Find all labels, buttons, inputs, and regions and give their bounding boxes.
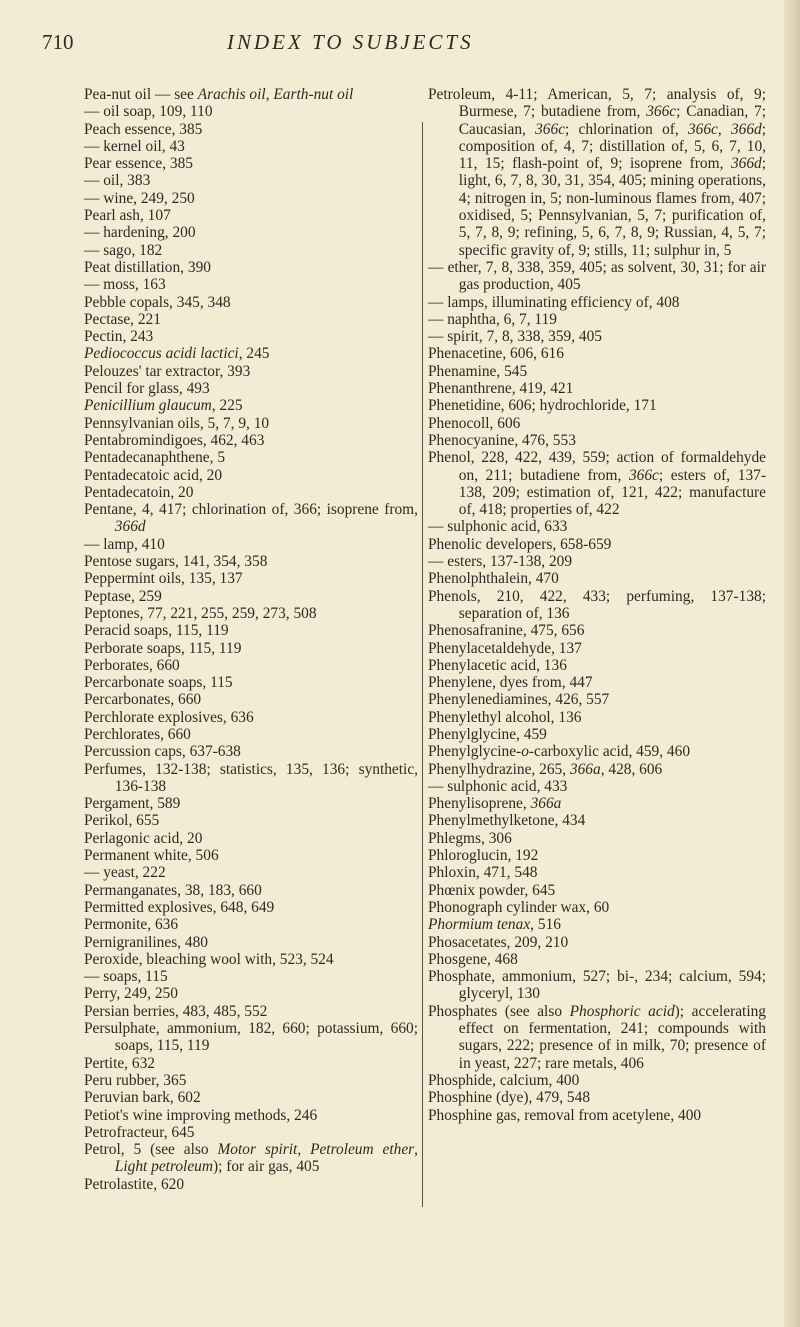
- index-entry-italic-text: 366d: [730, 155, 762, 173]
- index-entry: [428, 1003, 766, 1072]
- index-entry-text: — esters, 137-138, 209: [428, 553, 573, 571]
- index-entry-text: — naphtha, 6, 7, 119: [428, 310, 557, 328]
- index-entry-italic-text: 366c: [535, 120, 566, 138]
- index-entry-italic-text: Penicillium glaucum: [84, 397, 212, 415]
- index-entry-text: Phenylisoprene,: [428, 795, 531, 813]
- index-entry: [428, 1089, 766, 1106]
- index-entry: [84, 536, 418, 553]
- index-entry-text: Pennsylvanian oils, 5, 7, 9, 10: [84, 414, 270, 432]
- index-entry-text: Permanent white, 506: [84, 847, 219, 865]
- index-entry-text: — moss, 163: [84, 276, 166, 294]
- index-entry: [84, 622, 418, 639]
- index-entry-text: — sago, 182: [84, 241, 163, 259]
- index-entry-text: Perlagonic acid, 20: [84, 829, 203, 847]
- index-entry-text: Phosgene, 468: [428, 950, 518, 968]
- index-entry-text: Pentabromindigoes, 462, 463: [84, 431, 265, 449]
- index-entry-text: — kernel oil, 43: [84, 137, 185, 155]
- index-entry: [428, 294, 766, 311]
- index-entry-text: Phosphide, calcium, 400: [428, 1071, 580, 1089]
- index-entry-text: Percarbonates, 660: [84, 691, 202, 709]
- index-entry-text: Pentadecanaphthene, 5: [84, 449, 226, 467]
- index-entry-text: Phenylacetic acid, 136: [428, 656, 567, 674]
- running-head: INDEX TO SUBJECTS: [227, 30, 474, 54]
- index-entry-text: Petrol, 5 (see also: [84, 1141, 218, 1159]
- index-entry-text: , 245: [238, 345, 270, 363]
- index-entry-text: Phœnix powder, 645: [428, 881, 556, 899]
- index-entry-text: -carboxylic acid, 459, 460: [528, 743, 691, 761]
- index-entry-text: Peat distillation, 390: [84, 258, 211, 276]
- index-entry-text: Pentadecatoin, 20: [84, 483, 194, 501]
- index-entry: [428, 622, 766, 639]
- index-entry: [84, 916, 418, 933]
- index-entry-italic-text: 366a: [530, 795, 562, 813]
- index-entry: [84, 570, 418, 587]
- index-entry: [84, 882, 418, 899]
- index-entry: [84, 415, 418, 432]
- index-entry-text: Phenylglycine-: [428, 743, 522, 761]
- index-entry-text: Petiot's wine improving methods, 246: [84, 1106, 318, 1124]
- index-entry-text: — wine, 249, 250: [84, 189, 195, 207]
- index-entry-text: Phenetidine, 606; hydrochloride, 171: [428, 397, 657, 415]
- index-entry-text: Phenylglycine, 459: [428, 725, 547, 743]
- index-entry-text: Pelouzes' tar extractor, 393: [84, 362, 251, 380]
- index-entry: [84, 864, 418, 881]
- index-entry-text: Phenolphthalein, 470: [428, 570, 559, 588]
- index-entry-text: Peppermint oils, 135, 137: [84, 570, 243, 588]
- index-entry: [428, 709, 766, 726]
- index-entry: [84, 294, 418, 311]
- index-entry-text: Phenocoll, 606: [428, 414, 521, 432]
- index-entry: [84, 934, 418, 951]
- index-entry-text: Peracid soaps, 115, 119: [84, 622, 229, 640]
- index-entry-text: Phenylacetaldehyde, 137: [428, 639, 582, 657]
- index-entry-text: ; esters of, 137-138, 209; estimation of, 121, 422; manufacture of, 418; properties of, 422: [458, 466, 766, 519]
- index-entry: [84, 951, 418, 968]
- index-entry: [84, 172, 418, 189]
- index-entry-text: ; Canadian, 7; Caucasian,: [458, 103, 766, 138]
- index-entry: [84, 224, 418, 241]
- index-entry: [428, 882, 766, 899]
- index-entry-text: Perchlorates, 660: [84, 725, 191, 743]
- index-entry-italic-text: Pediococcus acidi lactici: [84, 345, 239, 363]
- index-entry-text: Phonograph cylinder wax, 60: [428, 898, 610, 916]
- index-entry: [84, 847, 418, 864]
- index-entry: [84, 467, 418, 484]
- index-entry-text: — lamps, illuminating efficiency of, 408: [428, 293, 680, 311]
- index-entry: [84, 691, 418, 708]
- index-entry: [84, 1003, 418, 1020]
- index-entry: [84, 103, 418, 120]
- index-entry-text: ,: [414, 1141, 418, 1159]
- index-entry-text: Phenols, 210, 422, 433; perfuming, 137-138; separation of, 136: [428, 587, 766, 622]
- column-divider: [422, 122, 423, 1207]
- index-entry-italic-text: 366c: [687, 120, 718, 138]
- index-entry: [428, 864, 766, 881]
- index-entry: [84, 138, 418, 155]
- index-entry-italic-text: 366d: [730, 120, 762, 138]
- index-entry: [428, 449, 766, 518]
- index-entry-italic-text: 366c: [646, 103, 677, 121]
- index-entry-text: Phenylhydrazine, 265,: [428, 760, 570, 778]
- index-entry-italic-text: Light petroleum: [114, 1158, 213, 1176]
- index-entry: [84, 830, 418, 847]
- index-entry: [84, 1124, 418, 1141]
- index-entry: [428, 570, 766, 587]
- index-entry: [428, 432, 766, 449]
- index-entry: [428, 674, 766, 691]
- index-entry: [428, 363, 766, 380]
- index-entry-text: Pergament, 589: [84, 795, 181, 813]
- index-entry-italic-text: Arachis oil: [197, 86, 266, 103]
- index-entry: [84, 795, 418, 812]
- index-entry: [84, 1072, 418, 1089]
- index-entry: [84, 968, 418, 985]
- index-entry: [84, 259, 418, 276]
- index-entry-italic-text: 366a: [569, 760, 601, 778]
- index-entry: [84, 86, 418, 103]
- index-entry-text: Phosacetates, 209, 210: [428, 933, 569, 951]
- index-entry-text: Peru rubber, 365: [84, 1071, 187, 1089]
- index-entry: [428, 899, 766, 916]
- index-entry-text: Persian berries, 483, 485, 552: [84, 1002, 268, 1020]
- index-entry-text: Petrolastite, 620: [84, 1175, 185, 1193]
- index-entry-italic-text: 366c: [628, 466, 659, 484]
- index-entry-text: Pebble copals, 345, 348: [84, 293, 231, 311]
- index-entry-text: , 516: [530, 916, 561, 934]
- index-entry-text: Permanganates, 38, 183, 660: [84, 881, 262, 899]
- index-entry-italic-text: o: [521, 743, 529, 761]
- index-entry: [84, 899, 418, 916]
- index-entry-text: Phenosafranine, 475, 656: [428, 622, 585, 640]
- index-entry-text: Pectin, 243: [84, 328, 154, 346]
- index-entry-text: Petroleum, 4-11; American, 5, 7; analysis of, 9; Burmese, 7; butadiene from,: [428, 86, 766, 121]
- index-entry: [84, 363, 418, 380]
- index-entry: [84, 501, 418, 536]
- index-entry-text: Pea-nut oil — see: [84, 86, 198, 103]
- index-entry-text: Petrofracteur, 645: [84, 1123, 195, 1141]
- index-entry: [428, 345, 766, 362]
- page-header: [42, 30, 762, 60]
- index-entry-text: — spirit, 7, 8, 338, 359, 405: [428, 328, 603, 346]
- index-entry-text: Phosphates (see also: [428, 1002, 570, 1020]
- index-entry: [428, 761, 766, 778]
- index-column-right: [428, 86, 766, 1124]
- index-entry-italic-text: Motor spirit: [217, 1141, 298, 1159]
- index-entry: [84, 743, 418, 760]
- index-entry-text: Pertite, 632: [84, 1054, 155, 1072]
- index-entry: [84, 380, 418, 397]
- index-entry: [84, 605, 418, 622]
- index-entry: [84, 397, 418, 414]
- index-entry: [84, 709, 418, 726]
- page-edge: [784, 0, 800, 1327]
- index-entry-text: ,: [297, 1141, 311, 1159]
- index-entry: [428, 968, 766, 1003]
- index-entry: [84, 432, 418, 449]
- index-entry-text: ; composition of, 4, 7; distillation of, 5, 6, 7, 10, 11, 15; flash-point of, 9; isoprene from,: [458, 120, 767, 173]
- index-entry: [428, 86, 766, 259]
- index-entry-text: Phenylenediamines, 426, 557: [428, 691, 610, 709]
- index-entry: [428, 640, 766, 657]
- index-entry: [84, 674, 418, 691]
- index-entry-text: Perikol, 655: [84, 812, 160, 830]
- index-column-left: [84, 86, 418, 1193]
- index-entry-text: Percussion caps, 637-638: [84, 743, 241, 761]
- index-entry: [428, 743, 766, 760]
- index-entry: [84, 1141, 418, 1176]
- index-entry-text: — lamp, 410: [84, 535, 165, 553]
- index-entry: [428, 830, 766, 847]
- index-entry: [428, 812, 766, 829]
- index-entry-italic-text: 366d: [114, 518, 146, 536]
- index-entry: [428, 847, 766, 864]
- index-entry: [428, 778, 766, 795]
- index-entry: [428, 553, 766, 570]
- index-entry-italic-text: Earth-nut oil: [273, 86, 354, 103]
- index-entry-text: — oil soap, 109, 110: [84, 103, 213, 121]
- index-entry: [428, 726, 766, 743]
- index-entry-text: Pentose sugars, 141, 354, 358: [84, 553, 268, 571]
- index-entry: [84, 276, 418, 293]
- index-entry-text: Perborates, 660: [84, 656, 180, 674]
- index-entry-text: ,: [717, 120, 731, 138]
- index-entry-italic-text: Petroleum ether: [310, 1141, 415, 1159]
- index-entry-text: Permitted explosives, 648, 649: [84, 898, 275, 916]
- index-entry-text: Phenylmethylketone, 434: [428, 812, 586, 830]
- index-entry-text: Pernigranilines, 480: [84, 933, 208, 951]
- index-entry: [84, 1089, 418, 1106]
- index-entry: [84, 812, 418, 829]
- index-entry-text: , 428, 606: [600, 760, 663, 778]
- index-entry-italic-text: Phormium tenax: [428, 916, 531, 934]
- index-entry: [84, 985, 418, 1002]
- index-entry: [428, 259, 766, 294]
- index-entry: [428, 1107, 766, 1124]
- index-entry: [84, 207, 418, 224]
- index-entry-text: — sulphonic acid, 433: [428, 777, 568, 795]
- index-entry-text: Perchlorate explosives, 636: [84, 708, 254, 726]
- index-entry-text: Pentane, 4, 417; chlorination of, 366; isoprene from,: [84, 501, 418, 519]
- index-entry-text: Peptones, 77, 221, 255, 259, 273, 508: [84, 604, 317, 622]
- index-entry-text: Phenacetine, 606, 616: [428, 345, 564, 363]
- index-entry-text: Perborate soaps, 115, 119: [84, 639, 242, 657]
- index-entry-text: Permonite, 636: [84, 916, 179, 934]
- index-entry-text: Phenocyanine, 476, 553: [428, 431, 576, 449]
- index-entry-text: Pentadecatoic acid, 20: [84, 466, 223, 484]
- index-entry-italic-text: Phosphoric acid: [569, 1002, 675, 1020]
- index-entry-text: , 225: [211, 397, 243, 415]
- index-entry-text: ); for air gas, 405: [212, 1158, 320, 1176]
- index-entry-text: — oil, 383: [84, 172, 151, 190]
- index-entry-text: ); accelerating effect on fermentation, 241; compounds with sugars, 222; presence of in milk, 70; presence of in yeast, 227; rare metals, 406: [458, 1002, 766, 1072]
- index-entry: [428, 380, 766, 397]
- index-entry: [428, 934, 766, 951]
- index-entry: [84, 1107, 418, 1124]
- index-entry-text: — yeast, 222: [84, 864, 166, 882]
- index-entry: [428, 415, 766, 432]
- index-entry: [84, 190, 418, 207]
- index-entry-text: Pearl ash, 107: [84, 207, 171, 225]
- index-entry-text: — sulphonic acid, 633: [428, 518, 568, 536]
- index-entry-text: — soaps, 115: [84, 968, 168, 986]
- index-entry: [84, 311, 418, 328]
- index-entry-text: Phosphine gas, removal from acetylene, 400: [428, 1106, 702, 1124]
- index-entry: [428, 916, 766, 933]
- index-entry: [84, 449, 418, 466]
- index-entry-text: Peroxide, bleaching wool with, 523, 524: [84, 950, 334, 968]
- index-entry: [84, 726, 418, 743]
- index-entry: [428, 1072, 766, 1089]
- index-entry: [84, 155, 418, 172]
- index-entry-text: Peach essence, 385: [84, 120, 203, 138]
- index-entry-text: Peruvian bark, 602: [84, 1089, 201, 1107]
- index-entry: [84, 1176, 418, 1193]
- index-entry: [84, 345, 418, 362]
- index-entry-text: Phenol, 228, 422, 439, 559; action of formaldehyde on, 211; butadiene from,: [428, 449, 766, 484]
- index-entry: [428, 397, 766, 414]
- index-entry-text: — ether, 7, 8, 338, 359, 405; as solvent, 30, 31; for air gas production, 405: [428, 258, 766, 294]
- index-entry: [428, 657, 766, 674]
- index-entry-text: ; light, 6, 7, 8, 30, 31, 354, 405; mining operations, 4; nitrogen in, 5; non-luminous flames from, 407; oxidised, 5; Pennsylvanian, 5, 7; purification of, 5, 7, 8, 9; refining, 5, 6, 7, 8, 9; Russian, 4, 5, 7; specific gravity of, 9; stills, 11; sulphur in, 5: [458, 155, 766, 259]
- index-entry: [84, 1020, 418, 1055]
- index-entry-text: Phenamine, 545: [428, 362, 528, 380]
- index-entry: [428, 518, 766, 535]
- index-entry-text: Pectase, 221: [84, 310, 161, 328]
- index-entry: [84, 1055, 418, 1072]
- index-entry: [428, 691, 766, 708]
- index-entry-text: Phosphine (dye), 479, 548: [428, 1089, 591, 1107]
- index-entry-text: Phenolic developers, 658-659: [428, 535, 612, 553]
- index-entry-text: Phosphate, ammonium, 527; bi-, 234; calcium, 594; glyceryl, 130: [428, 968, 766, 1003]
- index-entry-text: ; chlorination of,: [565, 120, 688, 138]
- index-entry: [84, 121, 418, 138]
- index-entry-text: ,: [265, 86, 274, 103]
- index-entry: [428, 588, 766, 623]
- index-entry-text: Phloxin, 471, 548: [428, 864, 538, 882]
- index-entry: [84, 553, 418, 570]
- index-entry-text: Peptase, 259: [84, 587, 162, 605]
- index-entry: [84, 657, 418, 674]
- index-entry-text: Phenanthrene, 419, 421: [428, 380, 574, 398]
- index-entry-text: Persulphate, ammonium, 182, 660; potassium, 660; soaps, 115, 119: [84, 1020, 418, 1055]
- index-entry: [84, 484, 418, 501]
- index-entry-text: Phenylene, dyes from, 447: [428, 674, 593, 692]
- index-entry: [428, 328, 766, 345]
- page-number: 710: [42, 30, 74, 54]
- index-entry: [84, 761, 418, 796]
- index-entry: [84, 242, 418, 259]
- index-entry-text: Percarbonate soaps, 115: [84, 674, 233, 692]
- index-entry-text: Perfumes, 132-138; statistics, 135, 136; synthetic, 136-138: [84, 760, 418, 795]
- index-entry-text: Pencil for glass, 493: [84, 380, 210, 398]
- index-entry: [84, 640, 418, 657]
- index-entry-text: Phlegms, 306: [428, 829, 512, 847]
- index-entry: [84, 328, 418, 345]
- index-entry-text: — hardening, 200: [84, 224, 196, 242]
- index-entry: [428, 536, 766, 553]
- index-entry-text: Phenylethyl alcohol, 136: [428, 708, 582, 726]
- index-entry: [84, 588, 418, 605]
- index-entry: [428, 311, 766, 328]
- index-entry-text: Pear essence, 385: [84, 155, 193, 173]
- index-entry-text: Perry, 249, 250: [84, 985, 178, 1003]
- index-entry: [428, 795, 766, 812]
- index-entry: [428, 951, 766, 968]
- index-entry-text: Phloroglucin, 192: [428, 847, 539, 865]
